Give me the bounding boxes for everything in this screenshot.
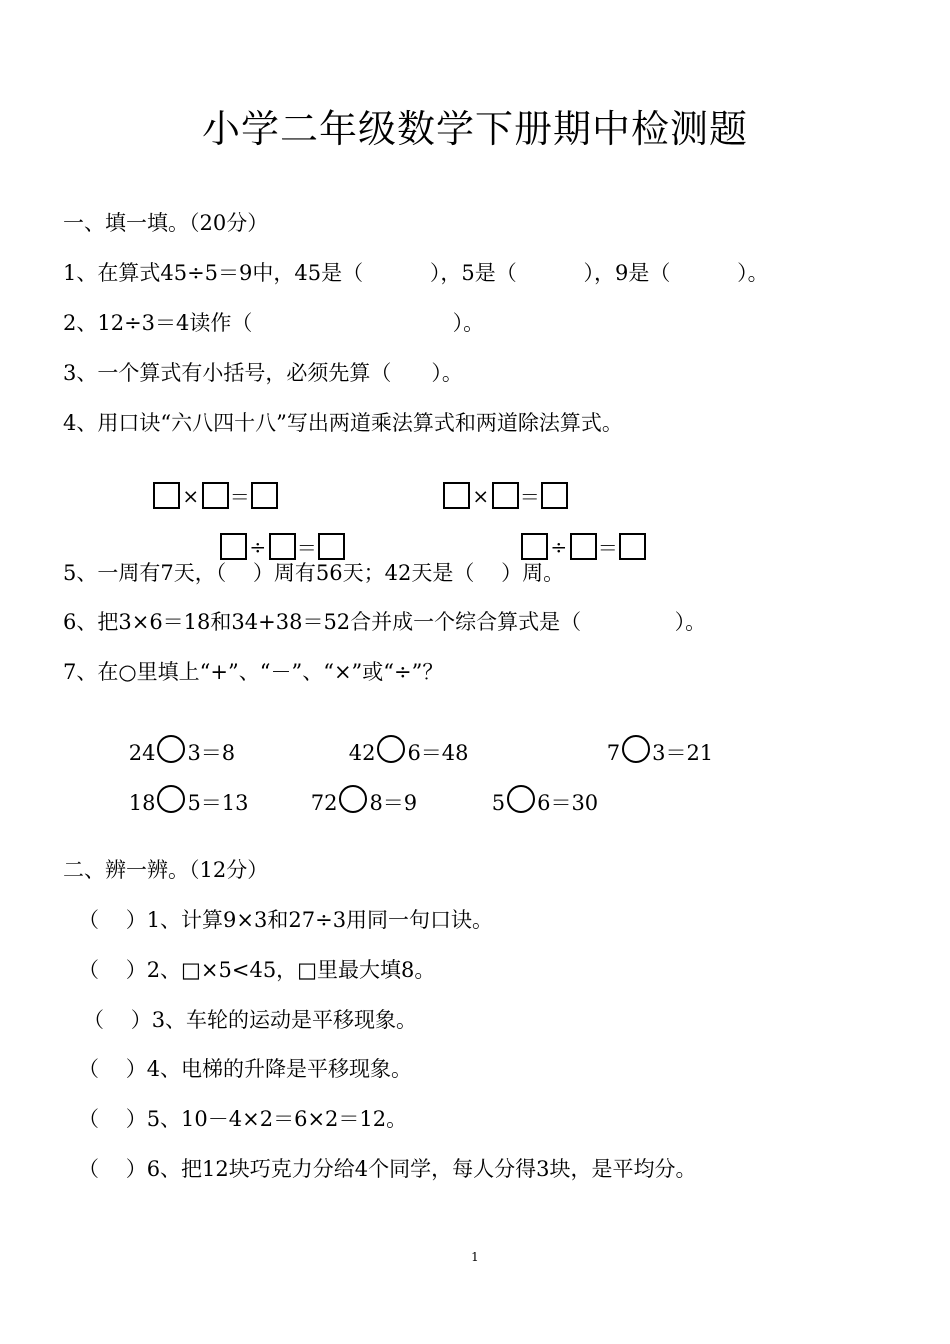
answer-box[interactable]: [318, 533, 345, 560]
operator-circle[interactable]: [377, 735, 405, 763]
answer-box[interactable]: [202, 482, 229, 509]
operand-left: 7: [606, 741, 621, 765]
judge-item-2: （ ）2、□×5<45，□里最大填8。: [78, 958, 436, 982]
operand-right: 3＝8: [187, 741, 236, 765]
answer-box[interactable]: [269, 533, 296, 560]
circle-problem: [284, 763, 417, 843]
operand-right: 3＝21: [652, 741, 714, 765]
answer-box[interactable]: [492, 482, 519, 509]
circle-problem: [102, 763, 249, 843]
operand-right: 8＝9: [369, 791, 418, 815]
answer-box[interactable]: [619, 533, 646, 560]
operand-right: 5＝13: [187, 791, 249, 815]
times-sign: ×: [472, 483, 490, 508]
equals-sign: ＝: [229, 485, 250, 509]
operator-circle[interactable]: [157, 735, 185, 763]
operand-right: 6＝30: [537, 791, 599, 815]
operand-left: 24: [128, 741, 156, 765]
question-3: 3、一个算式有小括号，必须先算（ ）。: [63, 361, 463, 385]
operand-left: 72: [310, 791, 338, 815]
judge-item-1: （ ）1、计算9×3和27÷3用同一句口诀。: [78, 908, 494, 932]
judge-item-4: （ ）4、电梯的升降是平移现象。: [78, 1057, 413, 1081]
page-number: 1: [471, 1250, 479, 1264]
page-title: 小学二年级数学下册期中检测题: [201, 107, 748, 151]
question-5: 5、一周有7天，（ ）周有56天；42天是（ ）周。: [63, 561, 565, 585]
question-1: 1、在算式45÷5＝9中，45是（ ），5是（ ），9是（ ）。: [63, 261, 769, 285]
section1-heading: 一、填一填。（20分）: [63, 211, 269, 235]
operator-circle[interactable]: [157, 785, 185, 813]
judge-item-3: （ ）3、车轮的运动是平移现象。: [83, 1008, 418, 1032]
equals-sign: ＝: [519, 485, 540, 509]
question-2: 2、12÷3＝4读作（ ）。: [63, 311, 485, 335]
judge-item-6: （ ）6、把12块巧克力分给4个同学，每人分得3块，是平均分。: [78, 1157, 697, 1181]
equals-sign: ＝: [597, 536, 618, 560]
divide-sign: ÷: [550, 534, 568, 559]
question-6: 6、把3×6＝18和34+38＝52合并成一个综合算式是（ ）。: [63, 610, 707, 634]
operator-circle[interactable]: [622, 735, 650, 763]
answer-box[interactable]: [153, 482, 180, 509]
question-4: 4、用口诀“六八四十八”写出两道乘法算式和两道除法算式。: [63, 411, 623, 435]
operand-left: 42: [348, 741, 376, 765]
circle-problem: [580, 713, 713, 793]
answer-box[interactable]: [443, 482, 470, 509]
operator-circle[interactable]: [507, 785, 535, 813]
operand-right: 6＝48: [407, 741, 469, 765]
circle-problem: [465, 763, 598, 843]
answer-box[interactable]: [570, 533, 597, 560]
answer-box[interactable]: [220, 533, 247, 560]
answer-box[interactable]: [521, 533, 548, 560]
operator-circle[interactable]: [339, 785, 367, 813]
answer-box[interactable]: [251, 482, 278, 509]
times-sign: ×: [182, 483, 200, 508]
question-7: 7、在○里填上“+”、“－”、“×”或“÷”？: [63, 660, 444, 684]
equals-sign: ＝: [296, 536, 317, 560]
operand-left: 18: [128, 791, 156, 815]
answer-box[interactable]: [541, 482, 568, 509]
divide-sign: ÷: [249, 534, 267, 559]
operand-left: 5: [491, 791, 506, 815]
section2-heading: 二、辨一辨。（12分）: [63, 858, 269, 882]
judge-item-5: （ ）5、10－4×2＝6×2＝12。: [78, 1107, 408, 1131]
